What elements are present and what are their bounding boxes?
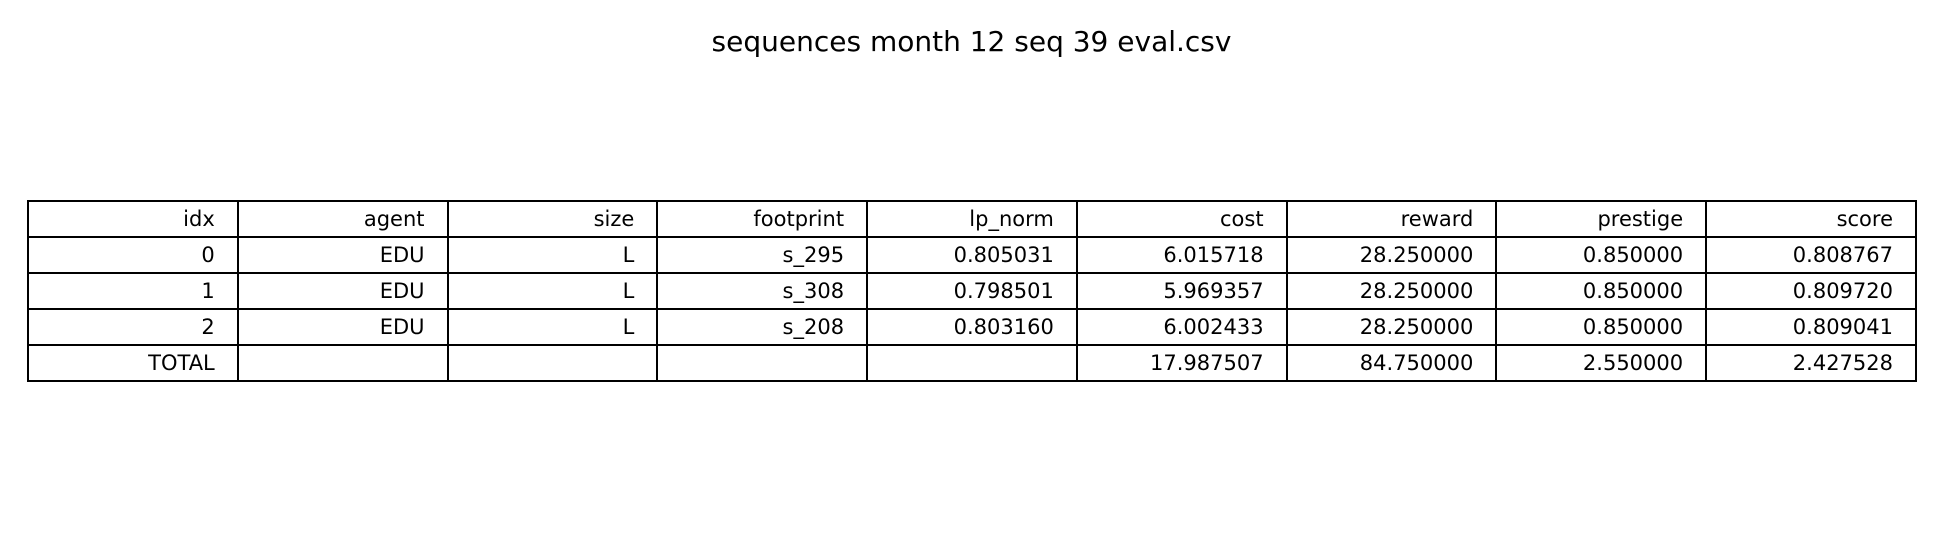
table-cell: 5.969357 xyxy=(1077,273,1287,309)
table-cell: 0.809720 xyxy=(1706,273,1916,309)
table-cell: 2.427528 xyxy=(1706,345,1916,381)
table-cell xyxy=(238,345,448,381)
table-cell: s_308 xyxy=(657,273,867,309)
table-cell: 0.808767 xyxy=(1706,237,1916,273)
table-cell xyxy=(448,345,658,381)
column-header-lp-norm: lp_norm xyxy=(867,201,1077,237)
table-cell: EDU xyxy=(238,237,448,273)
table-cell: 0.850000 xyxy=(1496,237,1706,273)
table-row xyxy=(28,273,1916,309)
table-cell: 17.987507 xyxy=(1077,345,1287,381)
table-cell: 0.850000 xyxy=(1496,273,1706,309)
table-cell: 0.850000 xyxy=(1496,309,1706,345)
table-cell: 0 xyxy=(28,237,238,273)
table-cell: 0.803160 xyxy=(867,309,1077,345)
column-header-idx: idx xyxy=(28,201,238,237)
table-row xyxy=(28,309,1916,345)
table-cell: EDU xyxy=(238,309,448,345)
table-cell: 0.805031 xyxy=(867,237,1077,273)
table-cell: 28.250000 xyxy=(1287,237,1497,273)
column-header-footprint: footprint xyxy=(657,201,867,237)
header-row xyxy=(28,201,1916,237)
table-cell: 0.809041 xyxy=(1706,309,1916,345)
table-cell xyxy=(657,345,867,381)
column-header-score: score xyxy=(1706,201,1916,237)
table-cell: L xyxy=(448,309,658,345)
table-cell: 28.250000 xyxy=(1287,273,1497,309)
table-cell: L xyxy=(448,273,658,309)
column-header-size: size xyxy=(448,201,658,237)
table-cell: 28.250000 xyxy=(1287,309,1497,345)
table-cell: 2 xyxy=(28,309,238,345)
table-cell: 0.798501 xyxy=(867,273,1077,309)
table-cell: 2.550000 xyxy=(1496,345,1706,381)
table-cell xyxy=(867,345,1077,381)
table-cell: 6.015718 xyxy=(1077,237,1287,273)
table-row xyxy=(28,237,1916,273)
column-header-agent: agent xyxy=(238,201,448,237)
data-table xyxy=(27,200,1917,382)
table-cell: 84.750000 xyxy=(1287,345,1497,381)
column-header-cost: cost xyxy=(1077,201,1287,237)
table-cell: 1 xyxy=(28,273,238,309)
column-header-reward: reward xyxy=(1287,201,1497,237)
table-cell: EDU xyxy=(238,273,448,309)
total-row xyxy=(28,345,1916,381)
table-cell: TOTAL xyxy=(28,345,238,381)
chart-title: sequences month 12 seq 39 eval.csv xyxy=(711,25,1232,58)
table-cell: L xyxy=(448,237,658,273)
table-cell: s_208 xyxy=(657,309,867,345)
column-header-prestige: prestige xyxy=(1496,201,1706,237)
table-cell: 6.002433 xyxy=(1077,309,1287,345)
table-cell: s_295 xyxy=(657,237,867,273)
